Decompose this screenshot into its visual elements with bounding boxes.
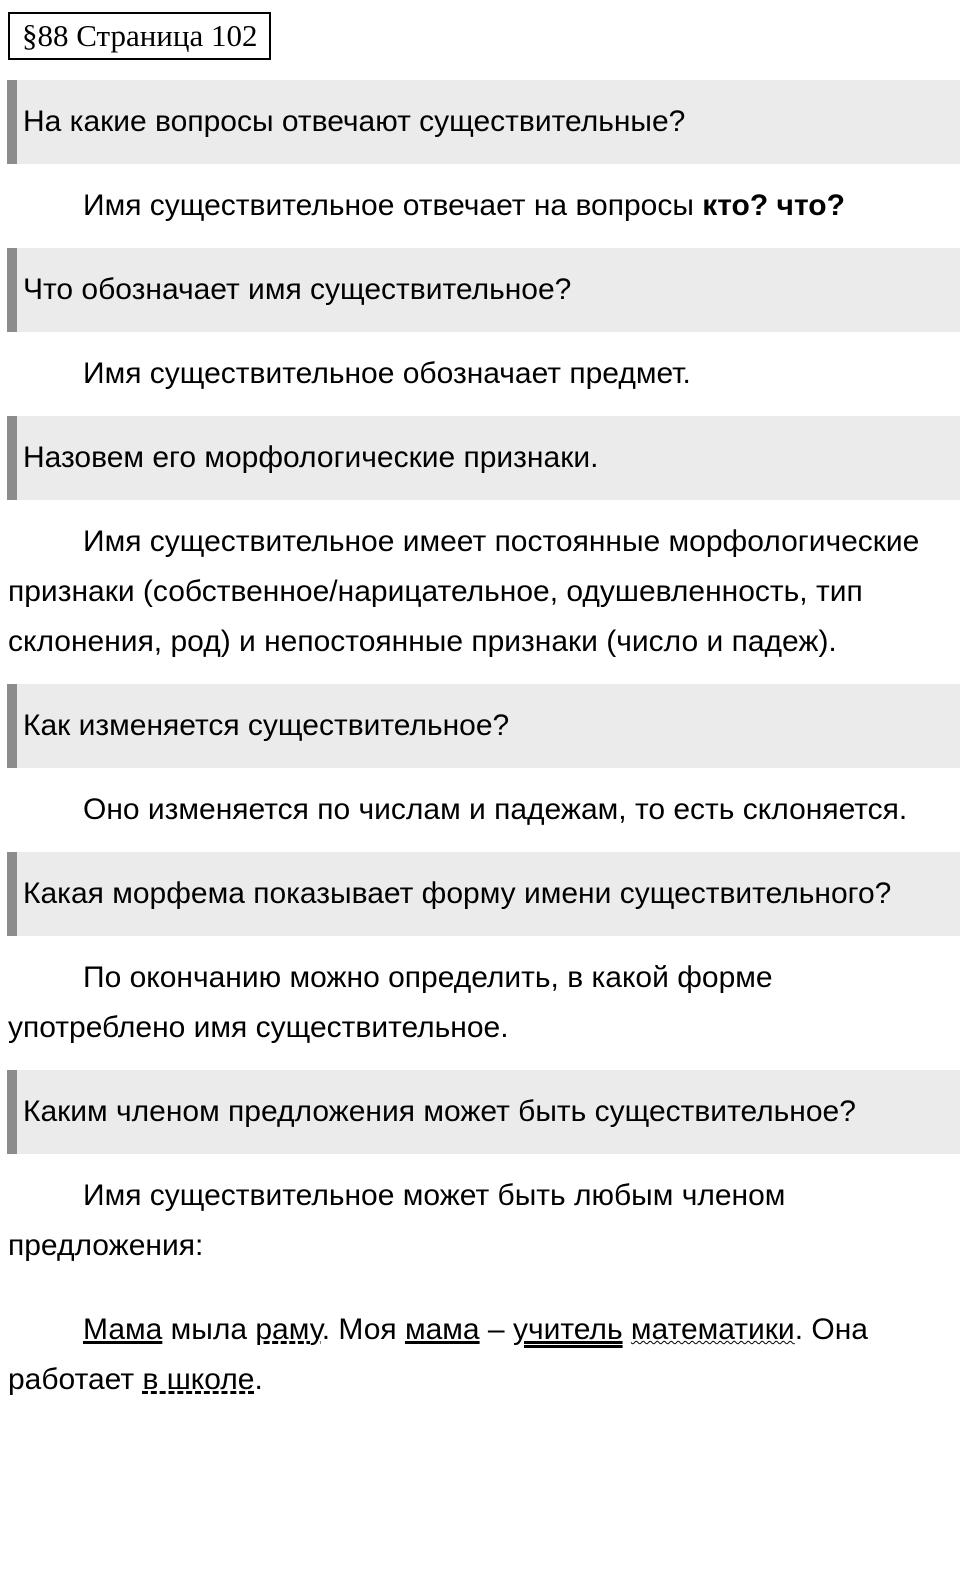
example-text-2: . Моя xyxy=(321,1313,405,1346)
question-6: Каким членом предложения может быть существительное? xyxy=(7,1070,960,1154)
question-1: На какие вопросы отвечают существительные? xyxy=(7,80,960,164)
answer-4: Оно изменяется по числам и падежам, то есть склоняется. xyxy=(83,793,908,826)
example-text-1: мыла xyxy=(162,1313,256,1346)
example-text-5: . Она работает xyxy=(8,1313,868,1396)
answer-6: Имя существительное может быть любым членом предложения: xyxy=(8,1179,786,1262)
qa-content xyxy=(0,80,960,1422)
example-text-6: . xyxy=(254,1363,263,1396)
answer-1 xyxy=(0,164,960,248)
subject-word: Мама xyxy=(83,1313,163,1346)
subject-word-2: мама xyxy=(404,1313,480,1346)
answer-5: По окончанию можно определить, в какой форме употреблено имя существительное. xyxy=(8,961,773,1044)
question-2: Что обозначает имя существительное? xyxy=(7,248,960,332)
question-5: Какая морфема показывает форму имени существительного? xyxy=(7,852,960,936)
question-4: Как изменяется существительное? xyxy=(7,684,960,768)
example-text-3: – xyxy=(479,1313,513,1346)
page-title: §88 Страница 102 xyxy=(8,12,271,60)
answer-1-bold: кто? что? xyxy=(702,189,845,222)
adverbial-phrase: в школе xyxy=(142,1363,255,1396)
answer-3: Имя существительное имеет постоянные морфологические признаки (собственное/нарицательное, одушевленность, тип склонения, род) и непостоянные признаки (число и падеж). xyxy=(8,525,920,658)
example-sentence xyxy=(0,1288,960,1422)
answer-1-text: Имя существительное отвечает на вопросы xyxy=(83,189,703,222)
question-3: Назовем его морфологические признаки. xyxy=(7,416,960,500)
predicate-word: учитель xyxy=(512,1313,623,1346)
object-word: раму xyxy=(255,1313,322,1346)
answer-2: Имя существительное обозначает предмет. xyxy=(83,357,691,390)
example-text-4 xyxy=(623,1313,631,1346)
attribute-word: математики xyxy=(630,1313,795,1346)
